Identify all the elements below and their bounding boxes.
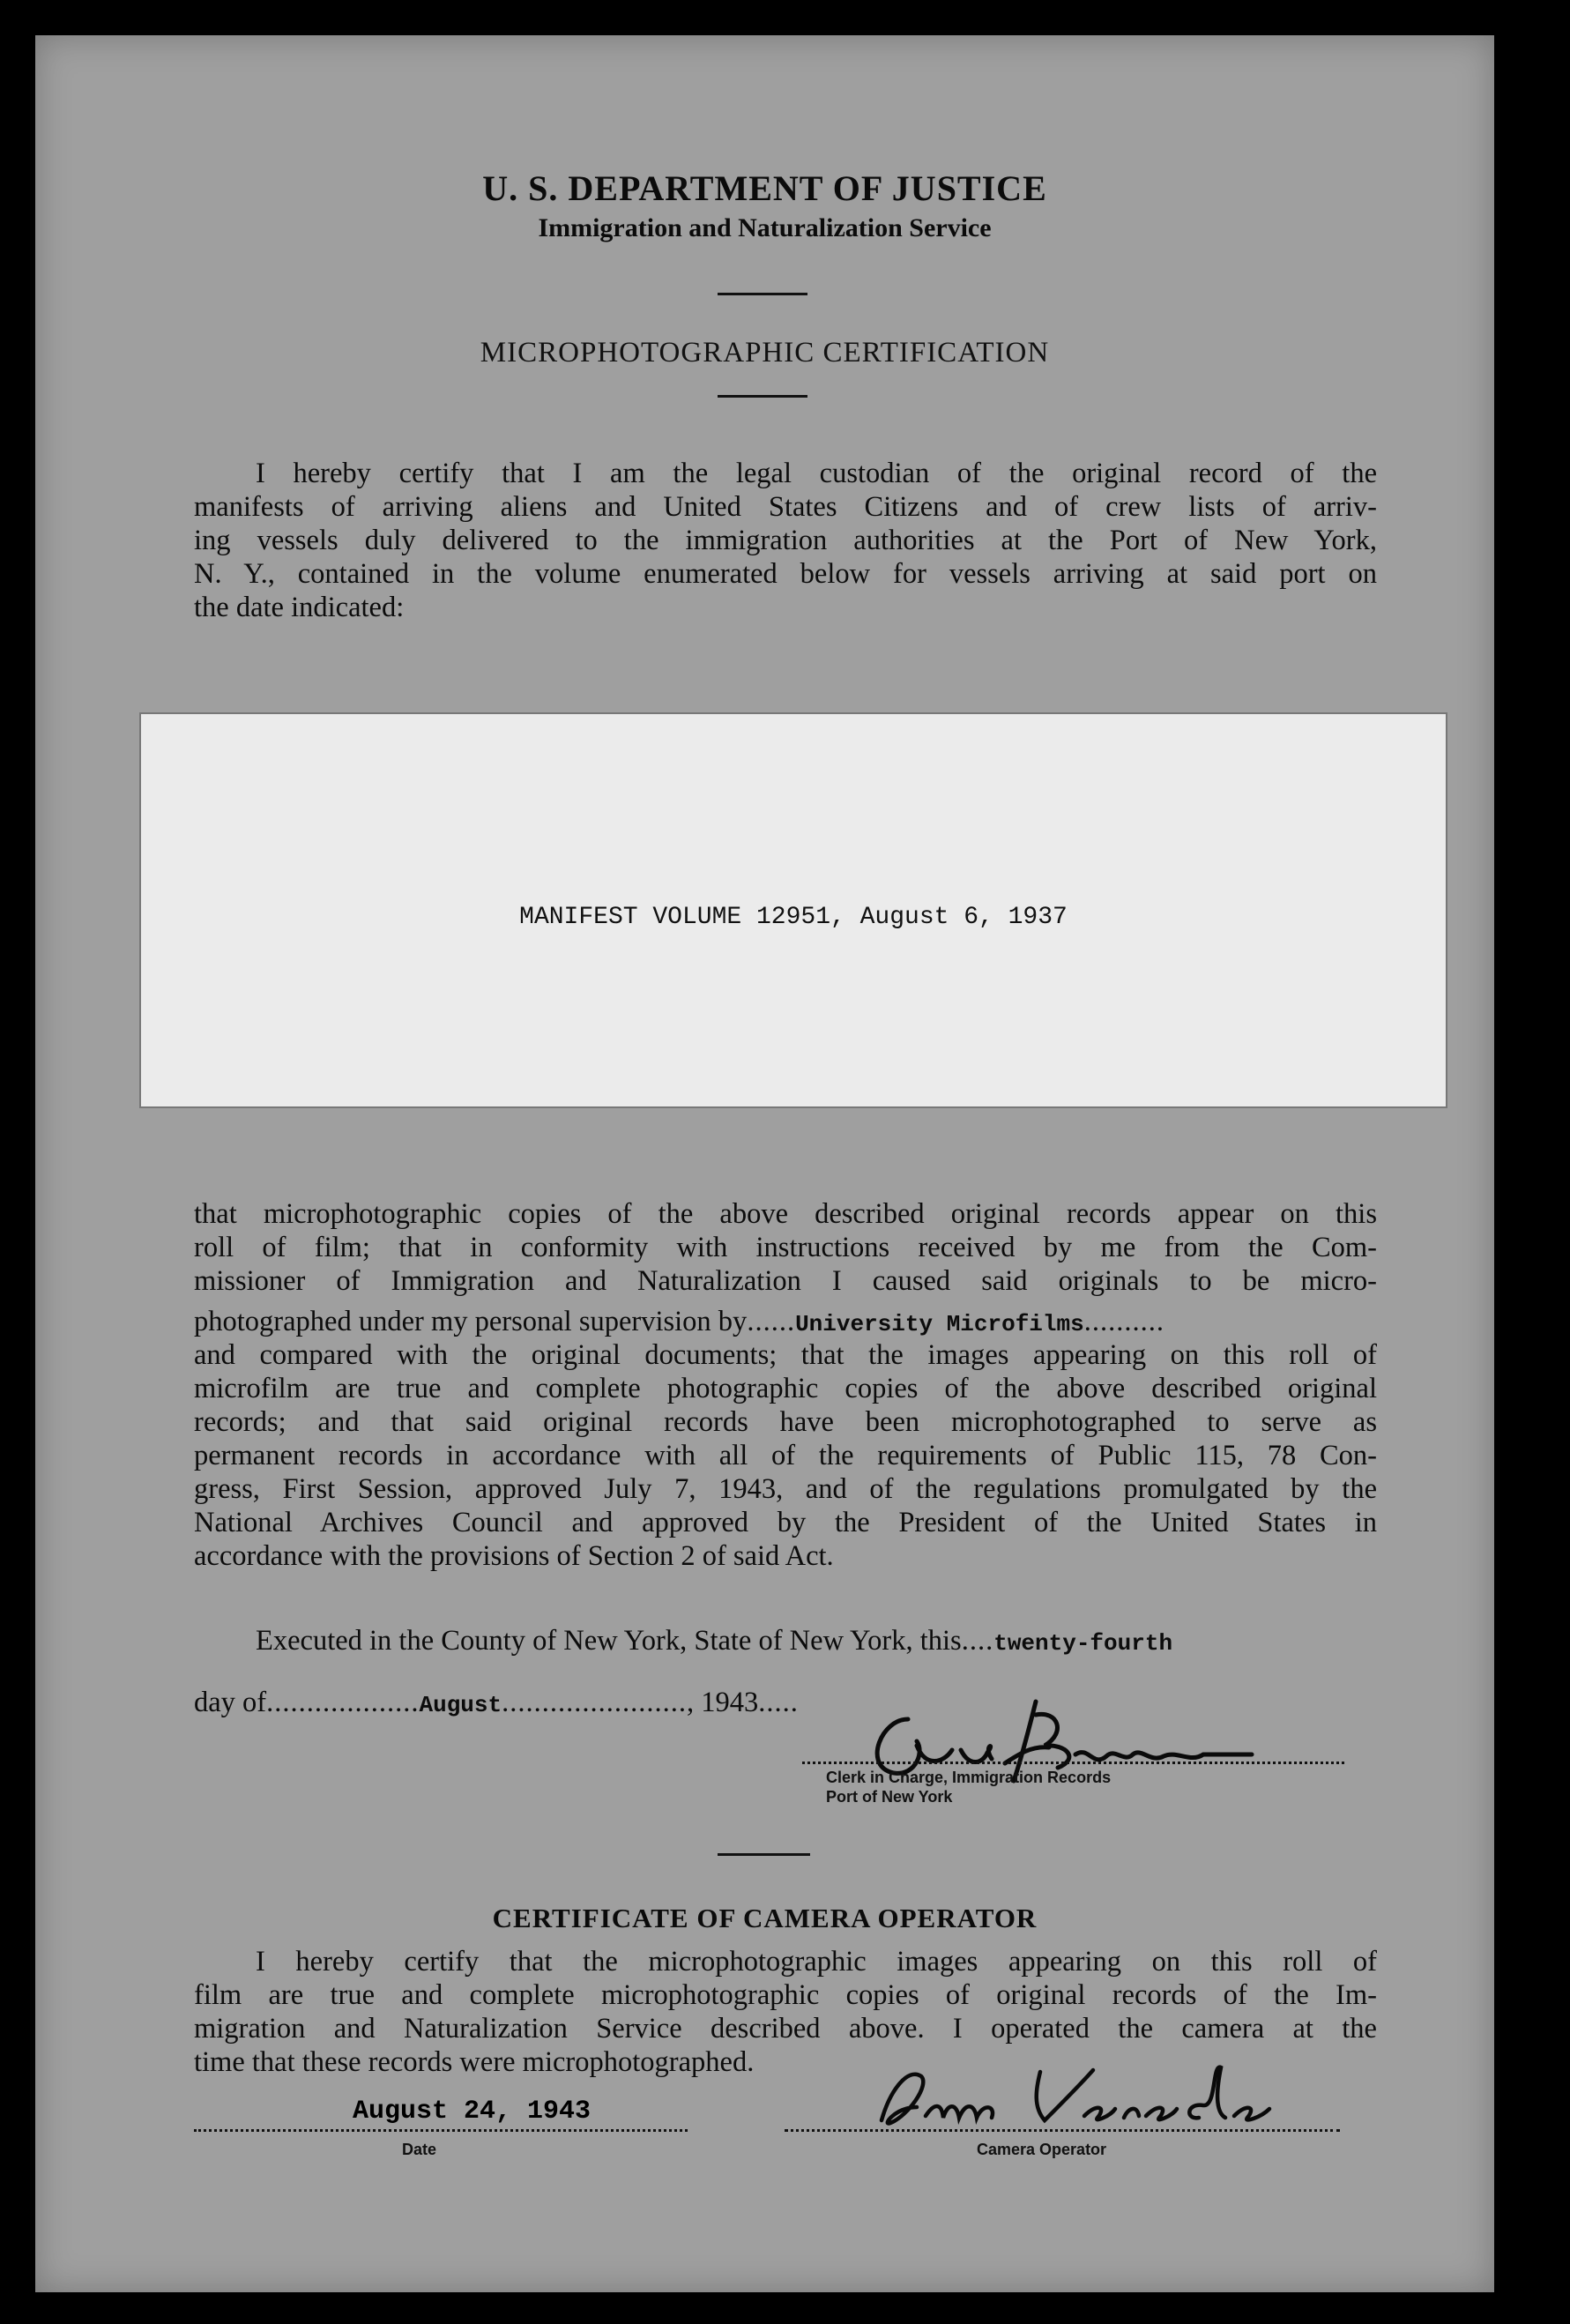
camera-line: film are true and complete microphotographic copies of original records of the Im- xyxy=(194,1979,1377,2011)
body-line: missioner of Immigration and Naturalization I caused said originals to be micro- xyxy=(194,1265,1377,1297)
manifest-volume-text: MANIFEST VOLUME 12951, August 6, 1937 xyxy=(519,904,1068,931)
clerk-signature-line xyxy=(802,1762,1344,1764)
service-subheading: Immigration and Naturalization Service xyxy=(538,213,992,242)
body-line: permanent records in accordance with all of the requirements of Public 115, 78 Con- xyxy=(194,1440,1377,1471)
date-label: Date xyxy=(402,2141,437,2158)
executed-day: twenty-fourth xyxy=(993,1630,1173,1657)
camera-date-value: August 24, 1943 xyxy=(353,2097,592,2127)
clerk-title: Clerk in Charge, Immigration Records xyxy=(826,1769,1112,1786)
intro-paragraph xyxy=(194,457,1377,624)
body-line: that microphotographic copies of the above described original records appear on this xyxy=(194,1198,1377,1230)
dot-leader: ...... xyxy=(747,1306,796,1337)
supervisor-name: University Microfilms xyxy=(795,1311,1084,1337)
body-line: gress, First Session, approved July 7, 1943, and of the regulations promulgated by the xyxy=(194,1473,1377,1505)
camera-line: time that these records were microphotographed. xyxy=(194,2046,755,2078)
intro-line: manifests of arriving aliens and United States Citizens and of crew lists of arriv- xyxy=(194,491,1377,523)
divider-rule xyxy=(718,1853,810,1856)
executed-line: Executed in the County of New York, State of New York, this....twenty-fourth xyxy=(256,1625,1173,1657)
camera-line: I hereby certify that the microphotographic images appearing on this roll of xyxy=(256,1946,1377,1978)
body-paragraph xyxy=(194,1197,1377,1573)
department-heading: U. S. DEPARTMENT OF JUSTICE xyxy=(482,168,1047,208)
operator-label: Camera Operator xyxy=(977,2141,1107,2158)
day-of-line: day of...................August......................., 1943..... xyxy=(194,1687,799,1718)
intro-line: the date indicated: xyxy=(194,592,405,623)
manifest-volume-box xyxy=(139,712,1447,1108)
executed-month: August xyxy=(419,1692,502,1718)
operator-signature-line xyxy=(785,2129,1340,2132)
date-line xyxy=(194,2129,688,2132)
body-line: microfilm are true and complete photographic copies of the above described original xyxy=(194,1373,1377,1404)
camera-operator-heading: CERTIFICATE OF CAMERA OPERATOR xyxy=(492,1903,1038,1933)
body-line: National Archives Council and approved by the President of the United States in xyxy=(194,1507,1377,1538)
body-line: records; and that said original records have been microphotographed to serve as xyxy=(194,1406,1377,1438)
body-line: roll of film; that in conformity with instructions received by me from the Com- xyxy=(194,1232,1377,1263)
dot-leader: .......... xyxy=(1083,1306,1164,1337)
supervision-line xyxy=(194,1305,1377,1338)
body-line: and compared with the original documents; that the images appearing on this roll of xyxy=(194,1339,1377,1371)
camera-line: migration and Naturalization Service described above. I operated the camera at the xyxy=(194,2013,1377,2045)
body-line: accordance with the provisions of Section 2 of said Act. xyxy=(194,1540,834,1572)
certification-title: MICROPHOTOGRAPHIC CERTIFICATION xyxy=(480,337,1050,369)
intro-line: ing vessels duly delivered to the immigration authorities at the Port of New York, xyxy=(194,525,1377,556)
executed-year: , 1943 xyxy=(687,1687,759,1718)
intro-line: N. Y., contained in the volume enumerated below for vessels arriving at said port on xyxy=(194,558,1377,590)
divider-rule xyxy=(718,395,807,398)
certificate-sheet xyxy=(35,35,1494,2292)
executed-prefix: Executed in the County of New York, State of New York, this xyxy=(256,1625,962,1657)
intro-line: I hereby certify that I am the legal custodian of the original record of the xyxy=(256,458,1377,489)
divider-rule xyxy=(718,293,807,295)
supervision-prefix: photographed under my personal supervision by xyxy=(194,1306,748,1337)
clerk-office: Port of New York xyxy=(826,1788,953,1806)
day-of-label: day of xyxy=(194,1687,267,1718)
